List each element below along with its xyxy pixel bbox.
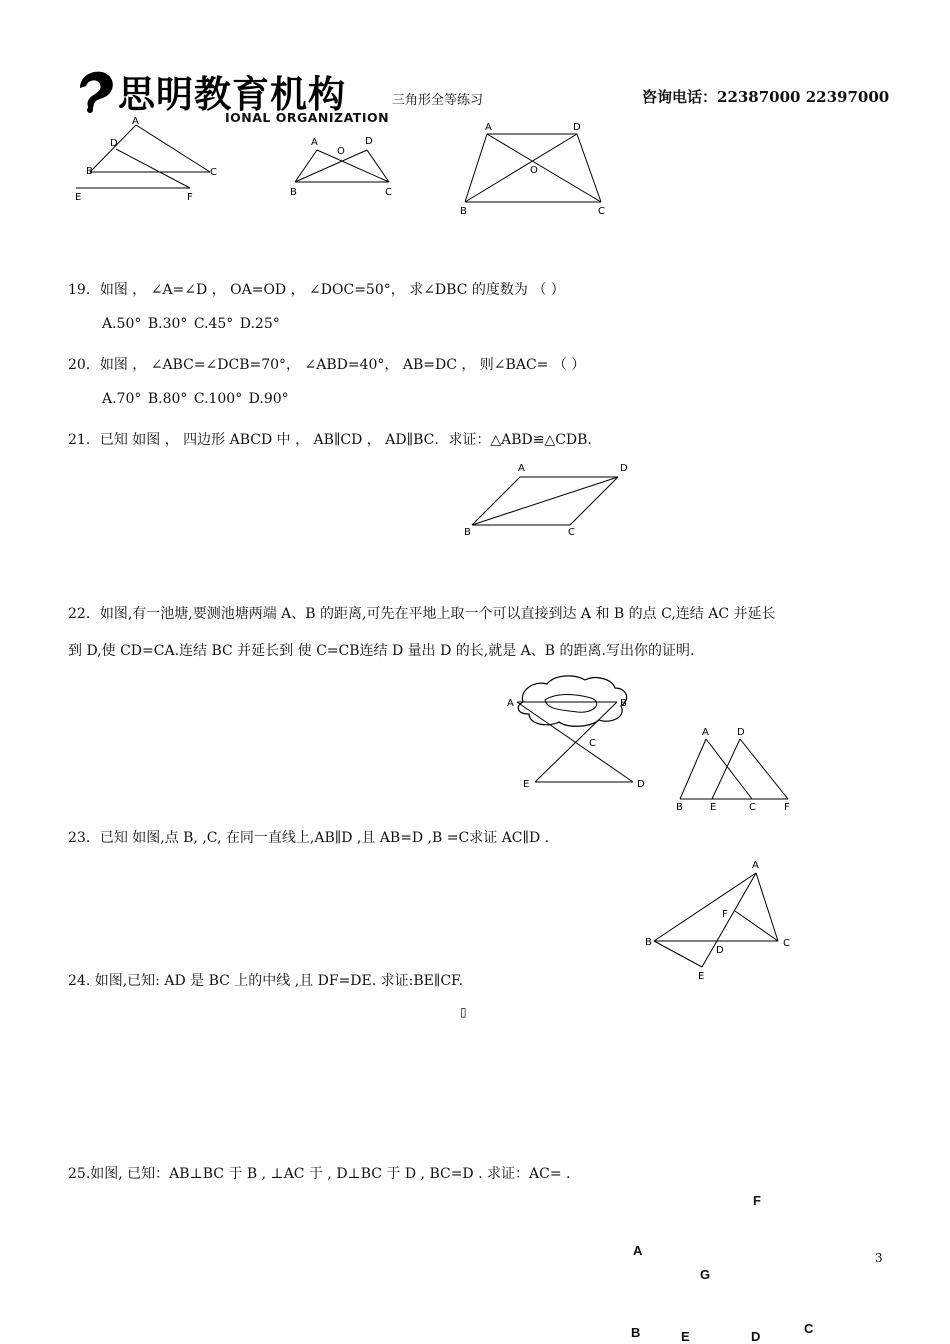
logo-subtext: IONAL ORGANIZATION [225, 110, 390, 125]
q23-figure [670, 725, 800, 815]
q23-label-e: E [710, 802, 717, 813]
question-21: 21．已知 如图 ， 四边形 ABCD 中 ， AB∥CD ， AD∥BC．求证：△ABD≌△CDB. [68, 432, 592, 448]
q24-label-c: C [783, 938, 790, 949]
q25-label-b: B [631, 1325, 641, 1340]
q24-label-d: D [716, 945, 724, 956]
question-24: 24. 如图,已知: AD 是 BC 上的中线 ,且 DF=DE. 求证:BE∥CF. [68, 973, 464, 989]
question-19: 19．如图 ， ∠A=∠D ， OA=OD ， ∠DOC=50°， 求∠DBC 的度数为 （ ） [68, 282, 565, 298]
fig2-label-b: B [290, 187, 297, 198]
question-22-line-1: 22．如图,有一池塘,要测池塘两端 A、B 的距离,可先在平地上取一个可以直接到达 A 和 B 的点 C,连结 AC 并延长 [68, 606, 776, 622]
fig2-label-o: O [337, 146, 345, 157]
q25-label-e: E [681, 1329, 690, 1344]
q22-label-b: B [620, 698, 627, 709]
logo-icon [72, 68, 118, 114]
q25-label-d: D [751, 1329, 761, 1344]
page-subtitle: 三角形全等练习 [392, 93, 484, 108]
fig2-label-a: A [311, 137, 318, 148]
q24-figure [640, 855, 795, 985]
fig1-label-d: D [110, 138, 118, 149]
top-figure-2 [285, 130, 400, 200]
fig1-label-e: E [75, 192, 82, 203]
q22-label-a: A [507, 698, 514, 709]
question-19-options: A.50° B.30° C.45° D.25° [102, 316, 280, 332]
top-figure-1 [70, 115, 230, 210]
q21-label-b: B [464, 527, 471, 538]
q25-label-a: A [633, 1243, 643, 1258]
q22-pond-figure [505, 670, 655, 795]
fig1-label-c: C [210, 167, 217, 178]
fig3-label-c: C [598, 206, 605, 217]
fig1-label-a: A [132, 116, 139, 127]
fig1-label-f: F [187, 192, 193, 203]
page-number: 3 [875, 1251, 883, 1265]
fig2-label-c: C [385, 187, 392, 198]
fig3-label-o: O [530, 165, 538, 176]
q23-label-f: F [784, 802, 790, 813]
q21-label-c: C [568, 527, 575, 538]
q24-label-b: B [645, 937, 652, 948]
q22-label-e: E [523, 779, 530, 790]
missing-glyph: ▯ [460, 1005, 467, 1019]
question-20-options: A.70° B.80° C.100° D.90° [102, 391, 289, 407]
q21-label-a: A [518, 463, 525, 474]
q22-label-c: C [589, 738, 596, 749]
q25-label-g: G [700, 1267, 711, 1282]
q23-label-d: D [737, 727, 745, 738]
q24-label-f: F [722, 909, 728, 920]
fig3-label-a: A [485, 122, 492, 133]
q23-label-c: C [749, 802, 756, 813]
q21-figure [460, 460, 635, 540]
q23-label-b: B [676, 802, 683, 813]
contact-phone: 咨询电话：22387000 22397000 [642, 88, 890, 106]
fig3-label-b: B [460, 206, 467, 217]
q25-label-c: C [804, 1321, 814, 1336]
q22-label-d: D [637, 779, 645, 790]
fig1-label-b: B [86, 166, 93, 177]
question-23: 23．已知 如图,点 B, ,C, 在同一直线上,AB∥D ,且 AB=D ,B =C求证 AC∥D . [68, 830, 550, 846]
q24-label-a: A [752, 860, 759, 871]
q25-label-f: F [753, 1193, 761, 1208]
question-20: 20．如图 ， ∠ABC=∠DCB=70°， ∠ABD=40°， AB=DC ， 则∠BAC= （ ） [68, 357, 586, 373]
top-figure-3 [455, 118, 615, 218]
q23-label-a: A [702, 727, 709, 738]
question-25: 25.如图, 已知：AB⊥BC 于 B , ⊥AC 于 , D⊥BC 于 D , BC=D . 求证：AC= . [68, 1166, 571, 1182]
q24-label-e: E [698, 971, 705, 982]
q21-label-d: D [620, 463, 628, 474]
fig2-label-d: D [365, 136, 373, 147]
question-22-line-2: 到 D,使 CD=CA.连结 BC 并延长到 使 C=CB连结 D 量出 D 的长,就是 A、B 的距离.写出你的证明. [68, 643, 695, 659]
fig3-label-d: D [573, 122, 581, 133]
logo-text: 思明教育机构 [118, 73, 346, 116]
